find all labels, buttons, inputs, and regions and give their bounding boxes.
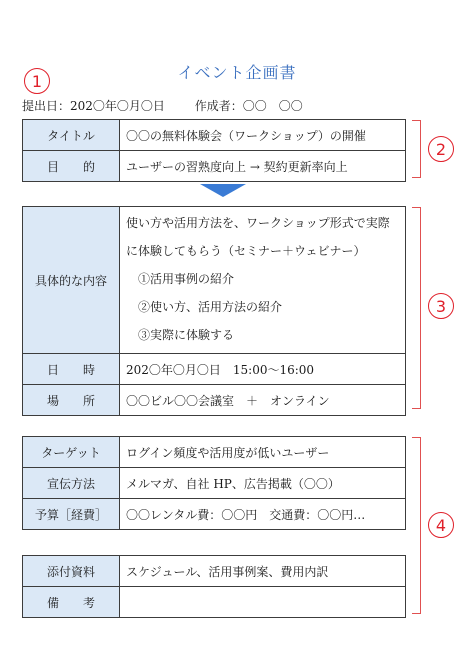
- row-label: 備 考: [23, 587, 120, 618]
- marker-3: 3: [428, 293, 454, 319]
- row-value: ログイン頻度や活用度が低いユーザー: [120, 437, 406, 468]
- detail-line: ①活用事例の紹介: [126, 272, 235, 286]
- row-value: 〇〇レンタル費：〇〇円 交通費：〇〇円…: [120, 499, 406, 530]
- row-value: 202〇年〇月〇日 15:00〜16:00: [120, 354, 406, 385]
- detail-line: 使い方や活用方法を、ワークショップ形式で実際: [126, 216, 390, 230]
- table-row: [23, 468, 406, 499]
- submit-date: 提出日：202〇年〇月〇日: [22, 99, 165, 113]
- table-row: [23, 385, 406, 416]
- bracket-3: [412, 207, 421, 409]
- table-row: [23, 207, 406, 354]
- row-value: スケジュール、活用事例案、費用内訳: [120, 556, 406, 587]
- table-row: [23, 120, 406, 151]
- table-row: [23, 587, 406, 618]
- row-label: 場 所: [23, 385, 120, 416]
- row-value: メルマガ、自社 HP、広告掲載（〇〇）: [120, 468, 406, 499]
- meta-line: [22, 97, 329, 114]
- detail-table: [22, 206, 406, 416]
- promotion-table: [22, 436, 406, 530]
- row-label: ターゲット: [23, 437, 120, 468]
- row-label: 予算［経費］: [23, 499, 120, 530]
- row-label: 日 時: [23, 354, 120, 385]
- row-value: [120, 587, 406, 618]
- table-row: [23, 151, 406, 182]
- detail-line: ②使い方、活用方法の紹介: [126, 300, 283, 314]
- table-row: [23, 499, 406, 530]
- marker-1: 1: [24, 68, 50, 94]
- attachments-table: [22, 555, 406, 618]
- row-label: 添付資料: [23, 556, 120, 587]
- table-row: [23, 437, 406, 468]
- row-value: 〇〇の無料体験会（ワークショップ）の開催: [120, 120, 406, 151]
- row-label: タイトル: [23, 120, 120, 151]
- row-value: 〇〇ビル〇〇会議室 ＋ オンライン: [120, 385, 406, 416]
- row-label: 目 的: [23, 151, 120, 182]
- marker-4: 4: [428, 512, 454, 538]
- down-arrow-icon: [200, 184, 246, 197]
- detail-line: ③実際に体験する: [126, 328, 235, 342]
- overview-table: [22, 119, 406, 182]
- author: 作成者：〇〇 〇〇: [194, 99, 303, 113]
- bracket-4: [412, 437, 421, 614]
- detail-line: に体験してもらう（セミナー＋ウェビナー）: [126, 244, 366, 258]
- document-title: イベント企画書: [177, 63, 297, 82]
- marker-2: 2: [428, 136, 454, 162]
- table-row: [23, 556, 406, 587]
- row-label: 宣伝方法: [23, 468, 120, 499]
- row-label: 具体的な内容: [23, 207, 120, 354]
- bracket-2: [412, 120, 421, 178]
- table-row: [23, 354, 406, 385]
- detail-content: [120, 207, 406, 354]
- row-value: ユーザーの習熟度向上 → 契約更新率向上: [120, 151, 406, 182]
